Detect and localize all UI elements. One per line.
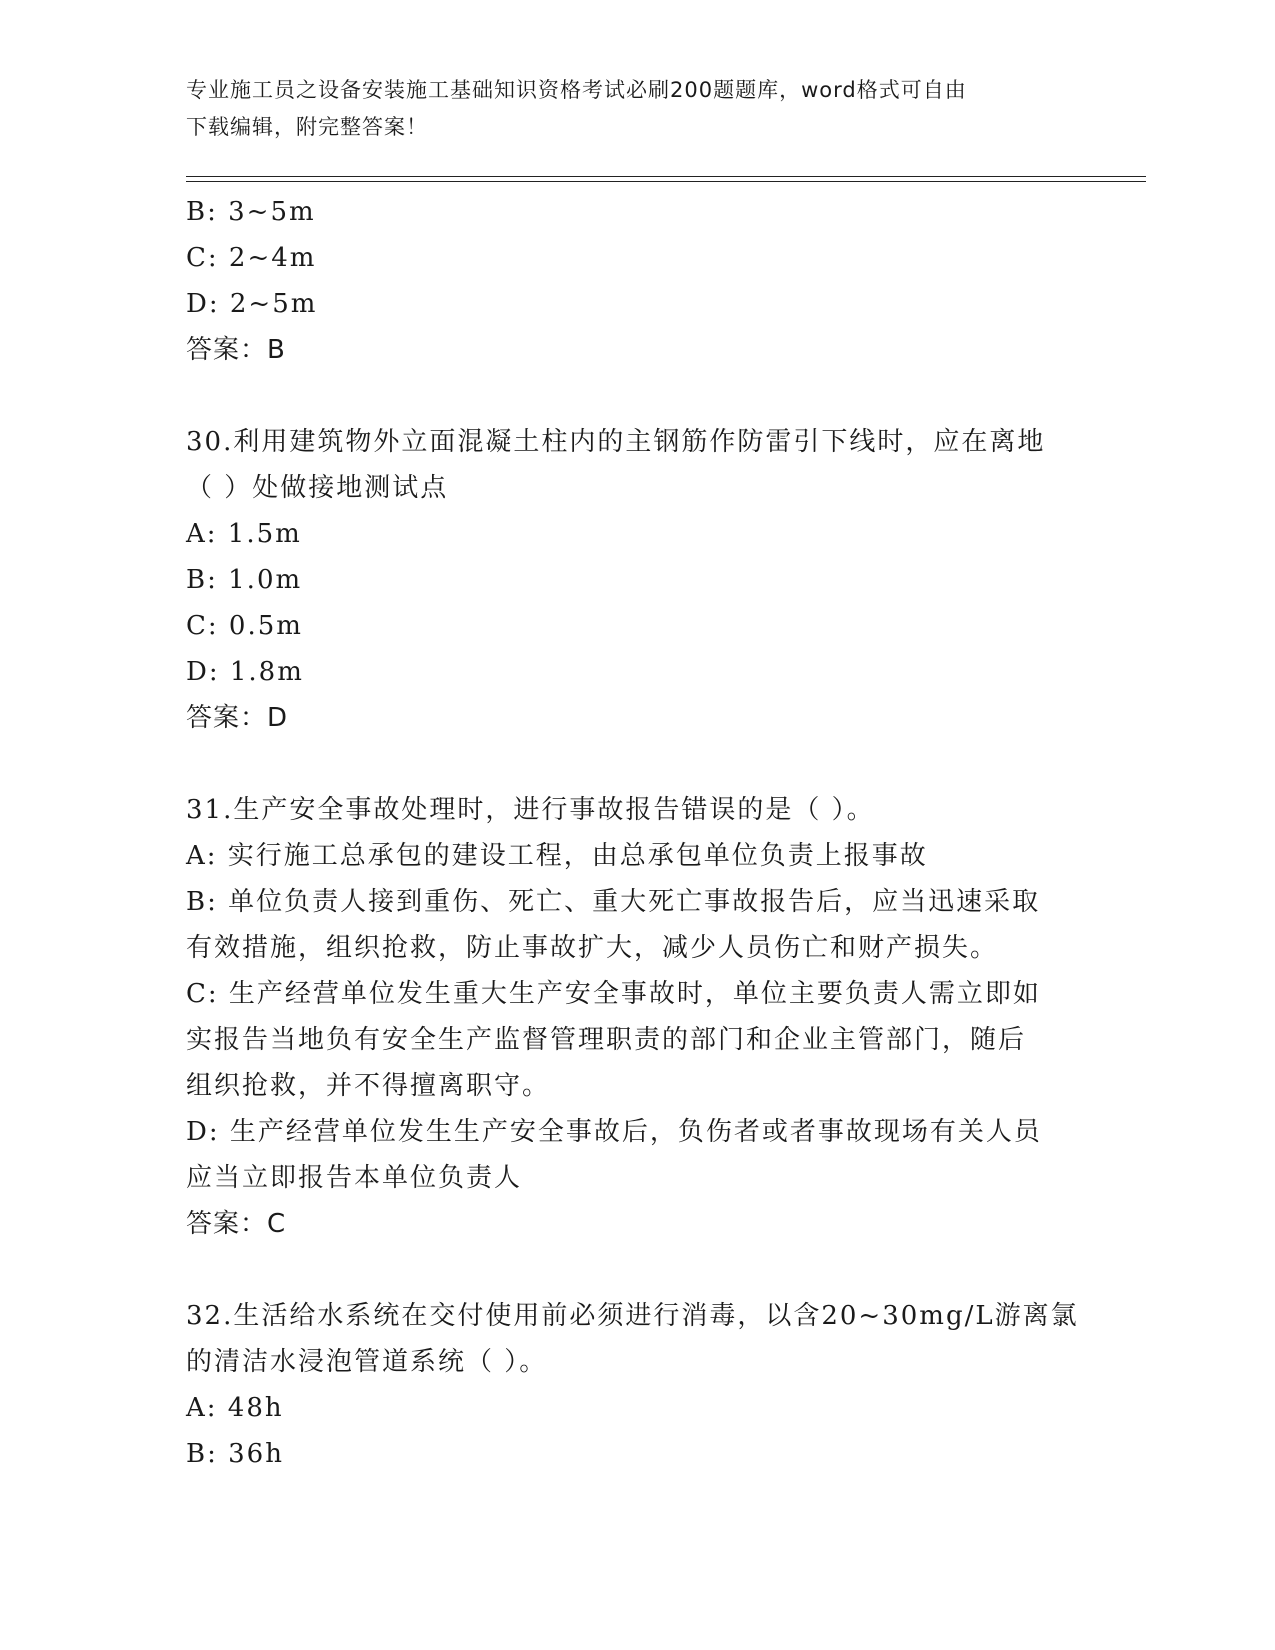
q30-option-c: C: 0.5m xyxy=(186,611,303,641)
q29-option-b: B: 3~5m xyxy=(186,197,316,227)
q31-answer: 答案：C xyxy=(186,1209,287,1239)
q31-option-c-line-1: C: 生产经营单位发生重大生产安全事故时，单位主要负责人需立即如 xyxy=(186,979,1041,1009)
document-header xyxy=(186,72,1076,146)
question-content xyxy=(186,189,1086,1477)
q30-stem-line-2: （ ）处做接地测试点 xyxy=(186,473,449,503)
q32-option-b: B: 36h xyxy=(186,1439,284,1469)
q31-option-d-line-1: D: 生产经营单位发生生产安全事故后，负伤者或者事故现场有关人员 xyxy=(186,1117,1042,1147)
q32-stem-line-1: 32.生活给水系统在交付使用前必须进行消毒，以含20~30mg/L游离氯 xyxy=(186,1301,1079,1331)
q31-option-a: A: 实行施工总承包的建设工程，由总承包单位负责上报事故 xyxy=(186,841,928,871)
header-divider-bottom xyxy=(186,181,1146,182)
q31-option-b-line-1: B: 单位负责人接到重伤、死亡、重大死亡事故报告后，应当迅速采取 xyxy=(186,887,1041,917)
q32-stem-line-2: 的清洁水浸泡管道系统（ ）。 xyxy=(186,1347,548,1377)
question-31 xyxy=(186,787,1086,1247)
q30-option-b: B: 1.0m xyxy=(186,565,303,595)
question-30 xyxy=(186,419,1086,741)
q31-stem: 31.生产安全事故处理时，进行事故报告错误的是（ ）。 xyxy=(186,795,875,825)
q32-option-a: A: 48h xyxy=(186,1393,284,1423)
q29-option-d: D: 2~5m xyxy=(186,289,318,319)
header-title-line-2: 下载编辑，附完整答案！ xyxy=(186,115,428,139)
q31-option-c-line-2: 实报告当地负有安全生产监督管理职责的部门和企业主管部门，随后 xyxy=(186,1025,1027,1055)
question-29-tail xyxy=(186,189,1086,373)
q30-option-a: A: 1.5m xyxy=(186,519,302,549)
q31-option-b-line-2: 有效措施，组织抢救，防止事故扩大，减少人员伤亡和财产损失。 xyxy=(186,933,999,963)
q29-answer: 答案：B xyxy=(186,335,286,365)
q29-option-c: C: 2~4m xyxy=(186,243,317,273)
q30-stem-line-1: 30.利用建筑物外立面混凝土柱内的主钢筋作防雷引下线时，应在离地 xyxy=(186,427,1046,457)
q30-option-d: D: 1.8m xyxy=(186,657,304,687)
q31-option-c-line-3: 组织抢救，并不得擅离职守。 xyxy=(186,1071,551,1101)
header-title-line-1: 专业施工员之设备安装施工基础知识资格考试必刷200题题库，word格式可自由 xyxy=(186,78,967,102)
header-divider-top xyxy=(186,176,1146,177)
q30-answer: 答案：D xyxy=(186,703,289,733)
question-32 xyxy=(186,1293,1086,1477)
q31-option-d-line-2: 应当立即报告本单位负责人 xyxy=(186,1163,523,1193)
